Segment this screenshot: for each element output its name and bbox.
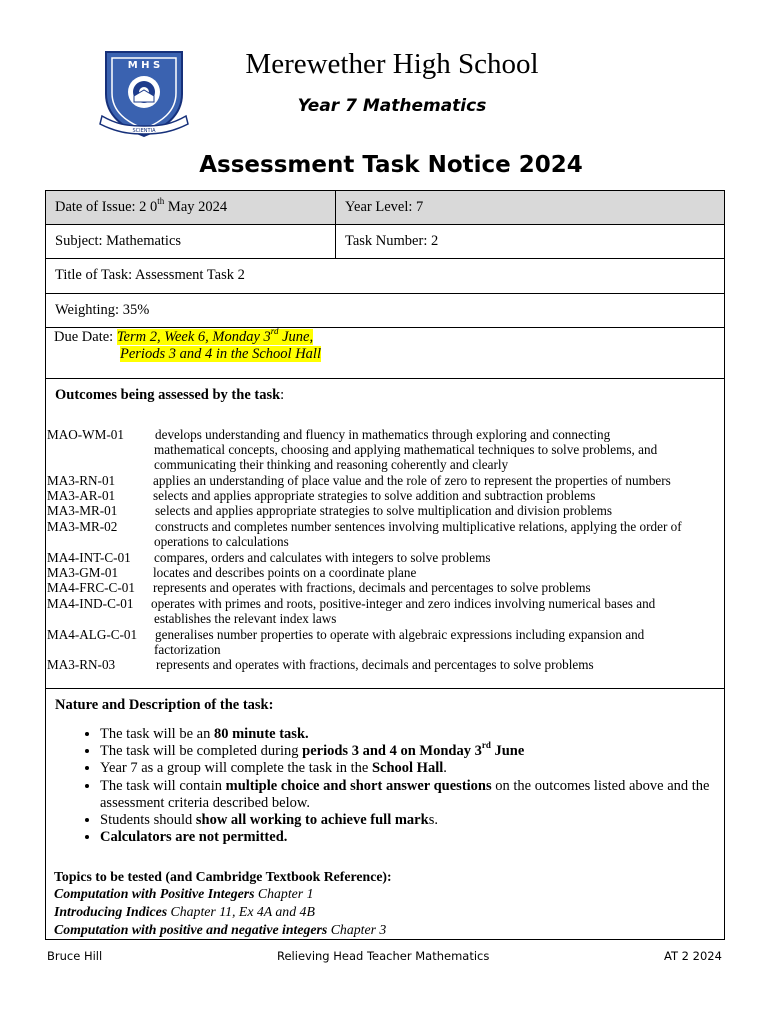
outcome-code: MA4-ALG-C-01 <box>47 627 138 642</box>
bullet-bold: show all working to achieve full mark <box>195 812 429 829</box>
topic-item <box>54 921 386 938</box>
task-bullet <box>100 778 755 812</box>
subject-cell <box>45 224 336 259</box>
year-level: Year Level: 7 <box>345 199 424 215</box>
task-description-list <box>54 726 755 846</box>
outcome-code: MA3-MR-01 <box>47 503 118 518</box>
due-date-line2: Periods 3 and 4 in the School Hall <box>120 346 321 362</box>
date-of-issue-label: Date of Issue: 2 0 <box>55 199 158 215</box>
title-of-task: Title of Task: Assessment Task 2 <box>55 267 245 283</box>
outcome-text: establishes the relevant index laws <box>154 611 337 626</box>
date-of-issue-cell <box>45 190 336 225</box>
due-date-label: Due Date: <box>54 329 117 345</box>
outcome-code: MA3-RN-03 <box>47 657 116 672</box>
bullet-bold: School Hall <box>371 760 444 777</box>
weighting: Weighting: 35% <box>55 302 150 318</box>
task-bullet <box>100 812 755 829</box>
outcome-text: operations to calculations <box>154 534 289 549</box>
outcome-text: develops understanding and fluency in mathematics through exploring and connecting <box>155 427 611 442</box>
outcomes-heading-colon: : <box>280 387 285 403</box>
task-bullet <box>100 760 755 777</box>
date-suffix-sup: th <box>157 196 165 206</box>
task-bullet <box>100 726 755 743</box>
topic-name: Computation with Positive Integers <box>54 886 255 901</box>
bullet-bold: Calculators are not permitted. <box>100 829 288 846</box>
outcome-code: MA3-MR-02 <box>47 519 118 534</box>
bullet-text: Students should <box>100 812 196 829</box>
topic-reference: Chapter 11, Ex 4A and 4B <box>167 904 315 919</box>
bullet-bold-part: periods 3 and 4 on Monday 3 <box>302 743 482 760</box>
outcome-code: MA3-RN-01 <box>47 473 116 488</box>
outcome-code: MA3-GM-01 <box>47 565 119 580</box>
due-date-cell <box>45 327 725 379</box>
outcome-text: represents and operates with fractions, decimals and percentages to solve problems <box>156 657 594 672</box>
outcome-text: constructs and completes number sentences involving multiplicative relations, applying the order of <box>155 519 682 534</box>
school-name: Merewether High School <box>245 48 539 80</box>
bullet-text: Year 7 as a group will complete the task in the <box>100 760 372 777</box>
task-number-cell <box>335 224 725 259</box>
outcome-text: operates with primes and roots, positive-integer and zero indices involving numerical bases and <box>151 596 656 611</box>
bullet-text: The task will contain <box>100 777 226 794</box>
footer-reference: AT 2 2024 <box>664 949 722 963</box>
outcome-text: applies an understanding of place value and the role of zero to represent the properties of numbers <box>153 473 671 488</box>
outcome-code: MAO-WM-01 <box>47 427 124 442</box>
crest-ribbon-text: SCIENTIA <box>132 128 156 134</box>
bullet-text: The task will be an <box>100 726 214 742</box>
nature-heading: Nature and Description of the task: <box>55 697 274 713</box>
outcome-text: mathematical concepts, choosing and applying mathematical techniques to solve problems, and <box>154 442 658 457</box>
task-bullet <box>100 829 755 846</box>
outcome-text: selects and applies appropriate strategies to solve addition and subtraction problems <box>153 488 596 503</box>
bullet-sup: rd <box>481 740 491 751</box>
bullet-text: on the outcomes listed above and the assessment criteria described below. <box>100 777 710 811</box>
outcome-text: represents and operates with fractions, decimals and percentages to solve problems <box>153 580 591 595</box>
bullet-bold-part: June <box>490 743 525 760</box>
task-number: Task Number: 2 <box>345 233 439 249</box>
due-date-term-week: Term 2, Week 6, Monday 3 <box>116 329 271 345</box>
outcome-text: compares, orders and calculates with integers to solve problems <box>154 550 491 565</box>
outcome-text: communicating their thinking and reasoning coherently and clearly <box>154 457 509 472</box>
bullet-bold <box>302 740 525 760</box>
title-of-task-cell <box>45 258 725 294</box>
course-subtitle: Year 7 Mathematics <box>297 96 487 116</box>
outcome-text: selects and applies appropriate strategies to solve multiplication and division problems <box>155 503 613 518</box>
outcome-text: factorization <box>154 642 221 657</box>
outcomes-heading: Outcomes being assessed by the task <box>55 387 281 403</box>
outcome-code: MA4-INT-C-01 <box>47 550 131 565</box>
year-level-cell <box>335 190 725 225</box>
bullet-bold: 80 minute task. <box>213 726 309 742</box>
outcome-text: locates and describes points on a coordinate plane <box>153 565 417 580</box>
outcome-code: MA4-FRC-C-01 <box>47 580 135 595</box>
date-month-year: May 2024 <box>164 199 228 215</box>
task-bullet <box>100 740 755 760</box>
footer-role: Relieving Head Teacher Mathematics <box>277 949 490 963</box>
outcome-code: MA4-IND-C-01 <box>47 596 134 611</box>
bullet-text: s. <box>428 812 438 829</box>
due-date-line1 <box>116 326 314 345</box>
subject: Subject: Mathematics <box>55 233 182 249</box>
footer-author: Bruce Hill <box>47 949 103 963</box>
topic-item <box>54 903 315 920</box>
due-date-sup: rd <box>270 326 279 336</box>
bullet-bold: multiple choice and short answer questions <box>225 777 492 794</box>
crest-letters: M H S <box>127 60 161 71</box>
topics-heading: Topics to be tested (and Cambridge Textbook Reference): <box>54 869 392 884</box>
bullet-text: . <box>443 760 447 777</box>
topic-reference: Chapter 3 <box>327 922 387 937</box>
topic-name: Computation with positive and negative integers <box>54 922 328 937</box>
weighting-cell <box>45 293 725 328</box>
outcome-text: generalises number properties to operate with algebraic expressions including expansion and <box>155 627 645 642</box>
topic-name: Introducing Indices <box>54 904 168 919</box>
due-date-month: June, <box>278 329 314 345</box>
bullet-text: The task will be completed during <box>100 743 303 760</box>
topic-item <box>54 885 314 902</box>
outcome-code: MA3-AR-01 <box>47 488 116 503</box>
notice-title: Assessment Task Notice 2024 <box>199 152 583 178</box>
topic-reference: Chapter 1 <box>254 886 314 901</box>
